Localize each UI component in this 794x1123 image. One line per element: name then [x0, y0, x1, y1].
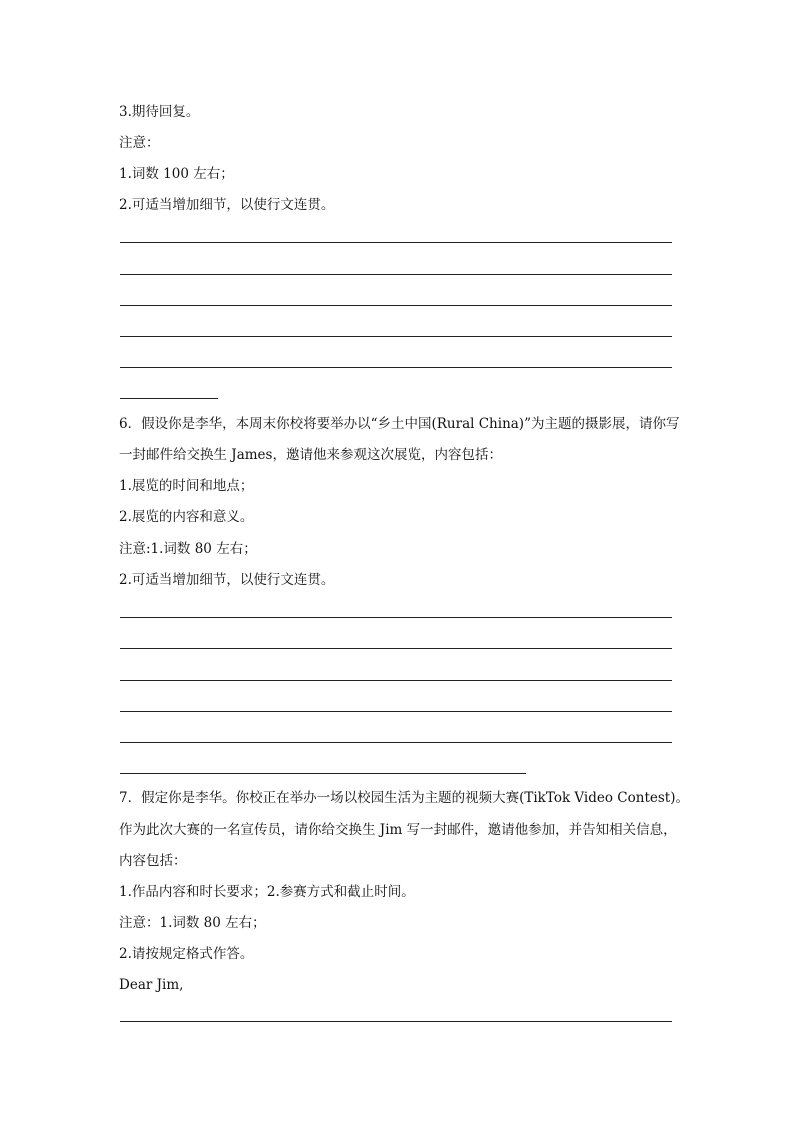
answer-line: [120, 305, 672, 306]
answer-line: [120, 336, 672, 337]
prev-note-2: 2.可适当增加细节，以使行文连贯。: [119, 197, 335, 213]
q6-note-1: 注意:1.词数 80 左右；: [119, 541, 257, 557]
q6-point-2: 2.展览的内容和意义。: [119, 509, 254, 525]
answer-line-end: [120, 773, 526, 774]
answer-line: [120, 617, 672, 618]
q6-note-2: 2.可适当增加细节，以使行文连贯。: [119, 572, 335, 588]
q7-note-2: 2.请按规定格式作答。: [119, 946, 254, 962]
answer-line: [120, 1021, 672, 1022]
q7-greeting: Dear Jim,: [119, 977, 184, 993]
answer-line: [120, 680, 672, 681]
q6-prompt-line-1: 6．假设你是李华，本周末你校将要举办以“乡土中国(Rural China)”为主题的摄影展，请你写: [119, 416, 680, 432]
q6-prompt-line-2: 一封邮件给交换生 James，邀请他来参观这次展览，内容包括：: [119, 447, 502, 463]
prev-point-3: 3.期待回复。: [119, 104, 200, 120]
answer-line: [120, 367, 672, 368]
answer-line: [120, 742, 672, 743]
prev-note-1: 1.词数 100 左右；: [119, 166, 234, 182]
answer-line: [120, 242, 672, 243]
q6-point-1: 1.展览的时间和地点；: [119, 478, 254, 494]
q7-points: 1.作品内容和时长要求；2.参赛方式和截止时间。: [119, 884, 415, 900]
answer-line: [120, 274, 672, 275]
prev-note-title: 注意：: [119, 135, 160, 151]
answer-line: [120, 711, 672, 712]
answer-line: [120, 648, 672, 649]
q7-note-1: 注意：1.词数 80 左右；: [119, 915, 266, 931]
q7-prompt-line-1: 7．假定你是李华。你校正在举办一场以校园生活为主题的视频大赛(TikTok Video Contest)。: [119, 790, 689, 806]
answer-line-end: [120, 398, 218, 399]
q7-prompt-line-2: 作为此次大赛的一名宣传员，请你给交换生 Jim 写一封邮件，邀请他参加，并告知相关信息，: [119, 822, 677, 838]
q7-prompt-line-3: 内容包括：: [119, 853, 187, 869]
